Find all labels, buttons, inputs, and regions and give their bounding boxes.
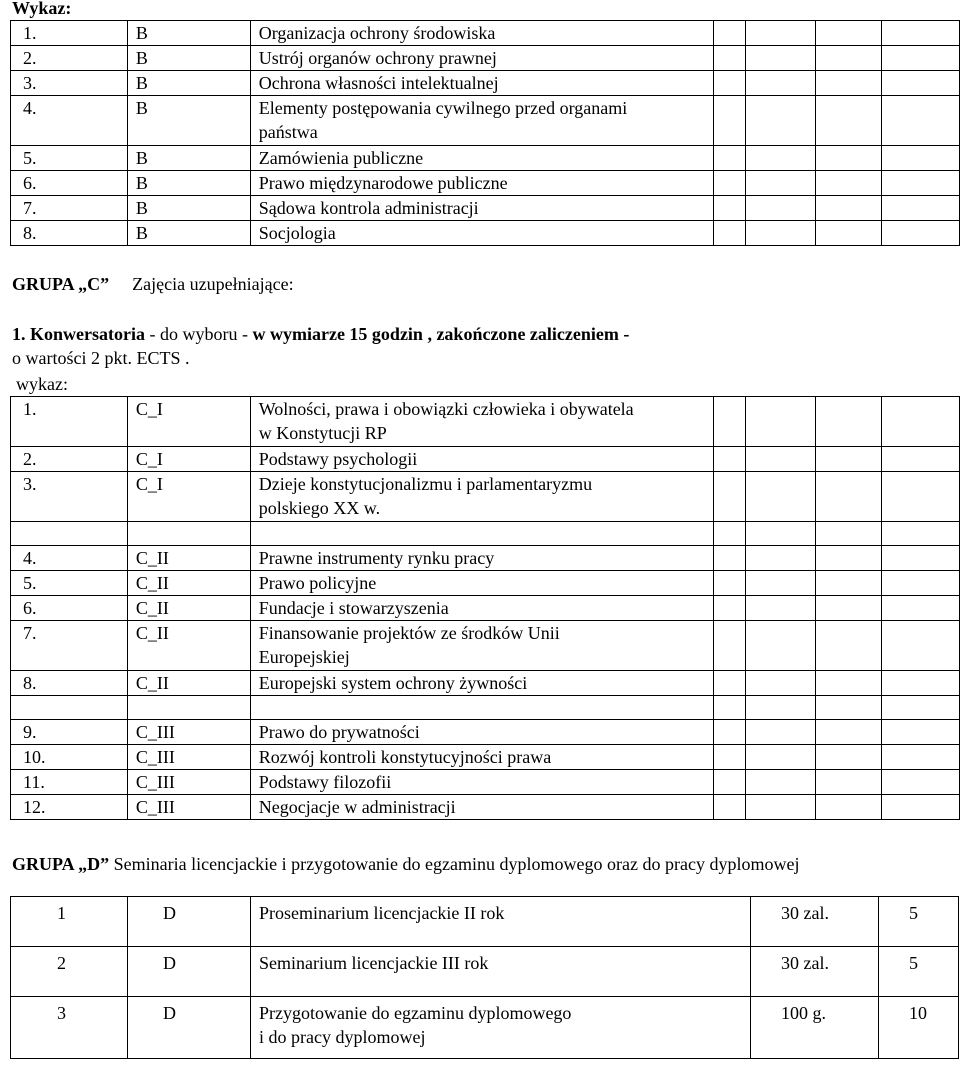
row-number: 1	[11, 897, 128, 947]
empty-cell	[816, 745, 882, 770]
row-name-line1: Zamówienia publiczne	[258, 148, 424, 168]
row-name-line2: i do pracy dyplomowej	[259, 1027, 426, 1047]
empty-cell	[746, 21, 816, 46]
row-name	[250, 770, 714, 795]
row-code: B	[127, 146, 250, 171]
empty-cell	[746, 621, 816, 671]
row-name	[250, 795, 714, 820]
empty-cell	[882, 472, 960, 522]
empty-cell	[882, 596, 960, 621]
row-hours: 30 zal.	[751, 897, 879, 947]
row-name	[251, 897, 751, 947]
row-name	[250, 621, 714, 671]
row-name	[250, 571, 714, 596]
empty-cell	[816, 46, 882, 71]
empty-cell	[882, 522, 960, 546]
empty-cell	[882, 671, 960, 696]
row-name	[250, 21, 714, 46]
table-row	[11, 397, 960, 447]
row-ects: 10	[879, 997, 959, 1059]
empty-cell	[746, 71, 816, 96]
empty-cell	[11, 696, 128, 720]
empty-cell	[714, 397, 746, 447]
empty-cell	[714, 720, 746, 745]
table-row	[11, 472, 960, 522]
wykaz-heading: Wykaz:	[12, 0, 72, 18]
row-number: 3.	[11, 71, 128, 96]
empty-cell	[746, 596, 816, 621]
empty-cell	[882, 71, 960, 96]
empty-cell	[746, 696, 816, 720]
table-row	[11, 71, 960, 96]
empty-cell	[746, 171, 816, 196]
row-number: 11.	[11, 770, 128, 795]
empty-cell	[816, 96, 882, 146]
row-code: C_III	[127, 770, 250, 795]
empty-cell	[816, 397, 882, 447]
row-name	[250, 146, 714, 171]
row-name-line1: Prawo policyjne	[258, 573, 377, 593]
row-code: C_II	[127, 671, 250, 696]
empty-cell	[882, 21, 960, 46]
table-row	[11, 947, 959, 997]
empty-cell	[714, 745, 746, 770]
empty-cell	[882, 96, 960, 146]
table-row	[11, 720, 960, 745]
table-row	[11, 196, 960, 221]
row-name-line1: Proseminarium licencjackie II rok	[259, 903, 505, 923]
empty-cell	[816, 146, 882, 171]
row-name-line2: polskiego XX w.	[258, 498, 381, 518]
row-number: 7.	[11, 621, 128, 671]
row-number: 3	[11, 997, 128, 1059]
empty-cell	[746, 397, 816, 447]
empty-cell	[714, 146, 746, 171]
table-row	[11, 621, 960, 671]
table-row	[11, 546, 960, 571]
empty-cell	[882, 745, 960, 770]
empty-cell	[714, 671, 746, 696]
empty-cell	[714, 770, 746, 795]
empty-cell	[882, 571, 960, 596]
empty-cell	[714, 96, 746, 146]
table-row	[11, 447, 960, 472]
row-code: B	[127, 96, 250, 146]
empty-cell	[816, 770, 882, 795]
row-name-line1: Wolności, prawa i obowiązki człowieka i obywatela	[258, 399, 634, 419]
row-code: B	[127, 171, 250, 196]
row-name	[250, 472, 714, 522]
row-name-line1: Prawo do prywatności	[258, 722, 420, 742]
row-code: B	[127, 221, 250, 246]
empty-cell	[714, 46, 746, 71]
empty-cell	[714, 546, 746, 571]
group-c-heading	[12, 272, 294, 296]
row-name-line1: Seminarium licencjackie III rok	[259, 953, 489, 973]
table-row	[11, 671, 960, 696]
row-number: 10.	[11, 745, 128, 770]
empty-cell	[816, 196, 882, 221]
empty-cell	[746, 96, 816, 146]
row-code: D	[128, 997, 251, 1059]
row-name-line1: Ochrona własności intelektualnej	[258, 73, 499, 93]
row-number: 8.	[11, 221, 128, 246]
row-number: 3.	[11, 472, 128, 522]
group-c-description-line2: o wartości 2 pkt. ECTS .	[12, 348, 190, 368]
group-c-wykaz: wykaz:	[16, 374, 68, 394]
empty-cell	[816, 221, 882, 246]
empty-cell	[714, 71, 746, 96]
empty-cell	[882, 546, 960, 571]
table-group-b	[10, 20, 960, 246]
empty-cell	[746, 571, 816, 596]
spacer-row	[11, 696, 960, 720]
row-name	[250, 171, 714, 196]
row-name	[250, 196, 714, 221]
table-row	[11, 146, 960, 171]
table-group-d	[10, 896, 959, 1059]
table-group-c	[10, 396, 960, 820]
row-name-line2: państwa	[258, 122, 318, 142]
row-number: 4.	[11, 96, 128, 146]
empty-cell	[746, 795, 816, 820]
row-name-line1: Organizacja ochrony środowiska	[258, 23, 496, 43]
empty-cell	[746, 671, 816, 696]
group-d-title: Seminaria licencjackie i przygotowanie do egzaminu dyplomowego oraz do pracy dyplomowej	[113, 854, 800, 874]
empty-cell	[816, 720, 882, 745]
row-name	[250, 96, 714, 146]
row-name	[251, 947, 751, 997]
empty-cell	[816, 71, 882, 96]
row-name	[251, 997, 751, 1059]
empty-cell	[250, 696, 714, 720]
row-number: 1.	[11, 397, 128, 447]
row-number: 7.	[11, 196, 128, 221]
row-name-line1: Podstawy psychologii	[258, 449, 418, 469]
table-row	[11, 897, 959, 947]
empty-cell	[882, 720, 960, 745]
empty-cell	[746, 146, 816, 171]
row-name-line1: Rozwój kontroli konstytucyjności prawa	[258, 747, 552, 767]
row-code: B	[127, 46, 250, 71]
empty-cell	[882, 171, 960, 196]
row-name	[250, 221, 714, 246]
empty-cell	[882, 397, 960, 447]
empty-cell	[714, 171, 746, 196]
empty-cell	[127, 696, 250, 720]
empty-cell	[816, 546, 882, 571]
row-name-line1: Dzieje konstytucjonalizmu i parlamentaryzmu	[258, 474, 593, 494]
empty-cell	[816, 522, 882, 546]
group-c-label: GRUPA „C”	[12, 274, 110, 294]
row-number: 6.	[11, 171, 128, 196]
row-number: 6.	[11, 596, 128, 621]
row-name-line1: Fundacje i stowarzyszenia	[258, 598, 449, 618]
row-name-line1: Europejski system ochrony żywności	[258, 673, 528, 693]
row-number: 9.	[11, 720, 128, 745]
row-ects: 5	[879, 897, 959, 947]
row-name	[250, 745, 714, 770]
row-code: C_I	[127, 397, 250, 447]
table-row	[11, 571, 960, 596]
empty-cell	[816, 447, 882, 472]
table-row	[11, 997, 959, 1059]
row-code: C_III	[127, 720, 250, 745]
empty-cell	[816, 21, 882, 46]
row-code: B	[127, 21, 250, 46]
empty-cell	[714, 472, 746, 522]
empty-cell	[816, 472, 882, 522]
row-name	[250, 720, 714, 745]
empty-cell	[882, 46, 960, 71]
group-c-description: 1. Konwersatoria - do wyboru - w wymiarze 15 godzin , zakończone zaliczeniem -	[12, 324, 630, 344]
row-name	[250, 46, 714, 71]
row-name-line1: Finansowanie projektów ze środków Unii	[258, 623, 560, 643]
row-code: C_III	[127, 795, 250, 820]
empty-cell	[714, 795, 746, 820]
empty-cell	[250, 522, 714, 546]
empty-cell	[882, 146, 960, 171]
empty-cell	[714, 21, 746, 46]
table-row	[11, 745, 960, 770]
empty-cell	[816, 696, 882, 720]
row-name	[250, 71, 714, 96]
empty-cell	[714, 522, 746, 546]
empty-cell	[746, 522, 816, 546]
spacer-row	[11, 522, 960, 546]
empty-cell	[746, 745, 816, 770]
empty-cell	[714, 621, 746, 671]
row-name	[250, 596, 714, 621]
empty-cell	[816, 171, 882, 196]
row-name-line1: Podstawy filozofii	[258, 772, 392, 792]
row-name	[250, 671, 714, 696]
row-name-line2: Europejskiej	[258, 647, 350, 667]
table-row	[11, 46, 960, 71]
group-d-heading	[12, 852, 799, 876]
row-code: C_II	[127, 596, 250, 621]
empty-cell	[882, 621, 960, 671]
row-hours: 100 g.	[751, 997, 879, 1059]
row-name-line1: Sądowa kontrola administracji	[258, 198, 479, 218]
empty-cell	[11, 522, 128, 546]
empty-cell	[816, 571, 882, 596]
empty-cell	[816, 596, 882, 621]
row-number: 5.	[11, 146, 128, 171]
empty-cell	[816, 795, 882, 820]
row-name-line1: Socjologia	[258, 223, 336, 243]
row-name-line1: Przygotowanie do egzaminu dyplomowego	[259, 1003, 572, 1023]
empty-cell	[882, 196, 960, 221]
row-name-line1: Ustrój organów ochrony prawnej	[258, 48, 497, 68]
table-row	[11, 171, 960, 196]
row-code: C_II	[127, 621, 250, 671]
row-name	[250, 447, 714, 472]
table-row	[11, 770, 960, 795]
empty-cell	[882, 696, 960, 720]
table-row	[11, 795, 960, 820]
group-d-label: GRUPA „D”	[12, 854, 110, 874]
row-number: 12.	[11, 795, 128, 820]
table-row	[11, 596, 960, 621]
group-c-title: Zajęcia uzupełniające:	[132, 274, 294, 294]
row-code: B	[127, 196, 250, 221]
empty-cell	[816, 621, 882, 671]
row-name	[250, 397, 714, 447]
row-number: 2	[11, 947, 128, 997]
row-number: 5.	[11, 571, 128, 596]
row-number: 4.	[11, 546, 128, 571]
row-hours: 30 zal.	[751, 947, 879, 997]
table-row	[11, 21, 960, 46]
empty-cell	[882, 447, 960, 472]
row-code: D	[128, 897, 251, 947]
empty-cell	[127, 522, 250, 546]
empty-cell	[714, 596, 746, 621]
empty-cell	[746, 770, 816, 795]
row-number: 8.	[11, 671, 128, 696]
row-ects: 5	[879, 947, 959, 997]
row-code: C_I	[127, 472, 250, 522]
row-name-line1: Elementy postępowania cywilnego przed organami	[258, 98, 628, 118]
empty-cell	[746, 546, 816, 571]
row-number: 2.	[11, 447, 128, 472]
empty-cell	[714, 221, 746, 246]
row-name	[250, 546, 714, 571]
row-name-line1: Negocjacje w administracji	[258, 797, 456, 817]
empty-cell	[882, 221, 960, 246]
row-number: 2.	[11, 46, 128, 71]
row-code: C_II	[127, 546, 250, 571]
empty-cell	[746, 720, 816, 745]
row-code: C_II	[127, 571, 250, 596]
empty-cell	[714, 696, 746, 720]
table-row	[11, 221, 960, 246]
empty-cell	[746, 46, 816, 71]
row-code: C_I	[127, 447, 250, 472]
row-name-line1: Prawne instrumenty rynku pracy	[258, 548, 495, 568]
row-code: D	[128, 947, 251, 997]
empty-cell	[882, 770, 960, 795]
table-row	[11, 96, 960, 146]
row-name-line1: Prawo międzynarodowe publiczne	[258, 173, 508, 193]
row-code: C_III	[127, 745, 250, 770]
empty-cell	[882, 795, 960, 820]
empty-cell	[714, 571, 746, 596]
empty-cell	[816, 671, 882, 696]
row-name-line2: w Konstytucji RP	[258, 423, 387, 443]
row-code: B	[127, 71, 250, 96]
empty-cell	[746, 472, 816, 522]
empty-cell	[746, 196, 816, 221]
empty-cell	[746, 447, 816, 472]
empty-cell	[714, 447, 746, 472]
row-number: 1.	[11, 21, 128, 46]
empty-cell	[746, 221, 816, 246]
empty-cell	[714, 196, 746, 221]
